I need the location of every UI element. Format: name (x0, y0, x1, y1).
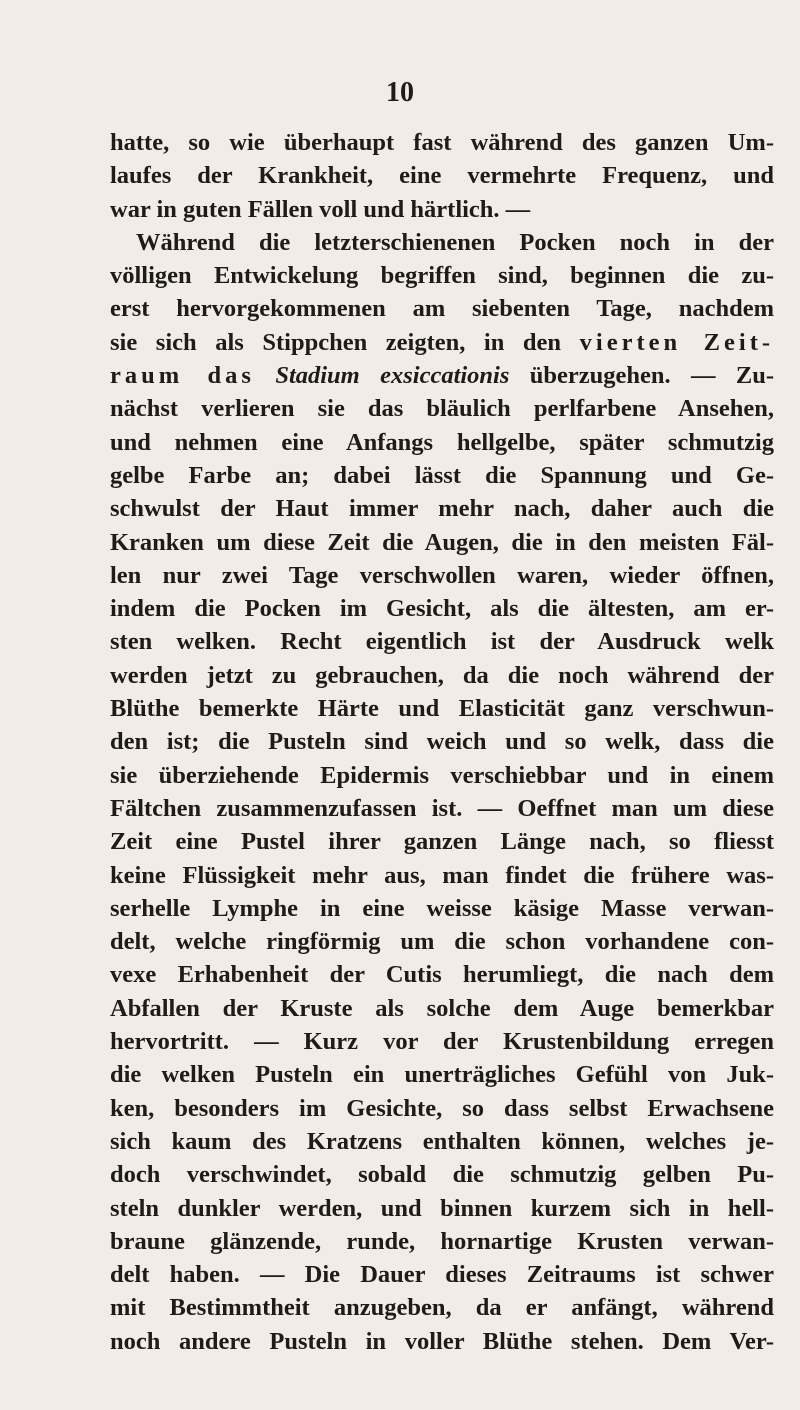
text-line: schwulst der Haut immer mehr nach, daher auch die (110, 495, 774, 523)
text-line: laufes der Krankheit, eine vermehrte Frequenz, und (110, 162, 774, 190)
text-line: keine Flüssigkeit mehr aus, man findet die frühere was- (110, 861, 774, 889)
text-segment: überzugehen. — Zu- (529, 362, 775, 390)
text-line: delt, welche ringförmig um die schon vorhandene con- (110, 928, 774, 956)
text-line: braune glänzende, runde, hornartige Krusten verwan- (110, 1227, 774, 1255)
text-line: war in guten Fällen voll und härtlich. — (110, 195, 531, 223)
text-line: Kranken um diese Zeit die Augen, die in den meisten Fäl- (110, 528, 774, 556)
text-segment: sie sich als Stippchen zeigten, in den (110, 328, 562, 356)
text-line: sich kaum des Kratzens enthalten können, welches je- (110, 1127, 774, 1155)
spaced-emphasis: vierten Zeit- (579, 328, 775, 356)
text-line: den ist; die Pusteln sind weich und so welk, dass die (110, 728, 774, 756)
text-line: gelbe Farbe an; dabei lässt die Spannung und Ge- (110, 461, 774, 489)
text-line: Während die letzterschienenen Pocken noch in der (136, 228, 774, 256)
text-line: indem die Pocken im Gesicht, als die ältesten, am er- (110, 595, 774, 623)
text-line: Zeit eine Pustel ihrer ganzen Länge nach, so fliesst (110, 828, 774, 856)
text-line: sie überziehende Epidermis verschiebbar und in einem (110, 761, 774, 789)
text-line: ken, besonders im Gesichte, so dass selbst Erwachsene (110, 1094, 774, 1122)
text-line (110, 359, 774, 392)
text-line: vexe Erhabenheit der Cutis herumliegt, die nach dem (110, 961, 774, 989)
text-line: hatte, so wie überhaupt fast während des ganzen Um- (110, 129, 774, 156)
spaced-emphasis: raum das (110, 362, 255, 390)
text-line: doch verschwindet, sobald die schmutzig gelben Pu- (110, 1161, 774, 1189)
page-number: 10 (386, 77, 414, 108)
text-line: noch andere Pusteln in voller Blüthe stehen. Dem Ver- (110, 1327, 774, 1355)
body-text (110, 126, 774, 1358)
text-line: mit Bestimmtheit anzugeben, da er anfängt, während (110, 1294, 774, 1322)
text-line: nächst verlieren sie das bläulich perlfarbene Ansehen, (110, 395, 774, 423)
text-line: sten welken. Recht eigentlich ist der Ausdruck welk (110, 628, 774, 656)
text-line: serhelle Lymphe in eine weisse käsige Masse verwan- (110, 894, 774, 922)
text-line (110, 326, 774, 359)
text-line: Fältchen zusammenzufassen ist. — Oeffnet man um diese (110, 794, 774, 822)
text-line: die welken Pusteln ein unerträgliches Gefühl von Juk- (110, 1061, 774, 1089)
text-line: hervortritt. — Kurz vor der Krustenbildung erregen (110, 1028, 774, 1056)
latin-term: Stadium exsiccationis (275, 362, 510, 390)
text-line: delt haben. — Die Dauer dieses Zeitraums ist schwer (110, 1261, 774, 1289)
text-line: werden jetzt zu gebrauchen, da die noch während der (110, 661, 774, 689)
text-line: erst hervorgekommenen am siebenten Tage, nachdem (110, 295, 774, 323)
text-line: und nehmen eine Anfangs hellgelbe, später schmutzig (110, 428, 774, 456)
text-line: Abfallen der Kruste als solche dem Auge bemerkbar (110, 994, 774, 1022)
text-line: Blüthe bemerkte Härte und Elasticität ganz verschwun- (110, 695, 774, 723)
text-line: völligen Entwickelung begriffen sind, beginnen die zu- (110, 262, 774, 290)
text-line: steln dunkler werden, und binnen kurzem sich in hell- (110, 1194, 774, 1222)
text-line: len nur zwei Tage verschwollen waren, wieder öffnen, (110, 561, 774, 589)
